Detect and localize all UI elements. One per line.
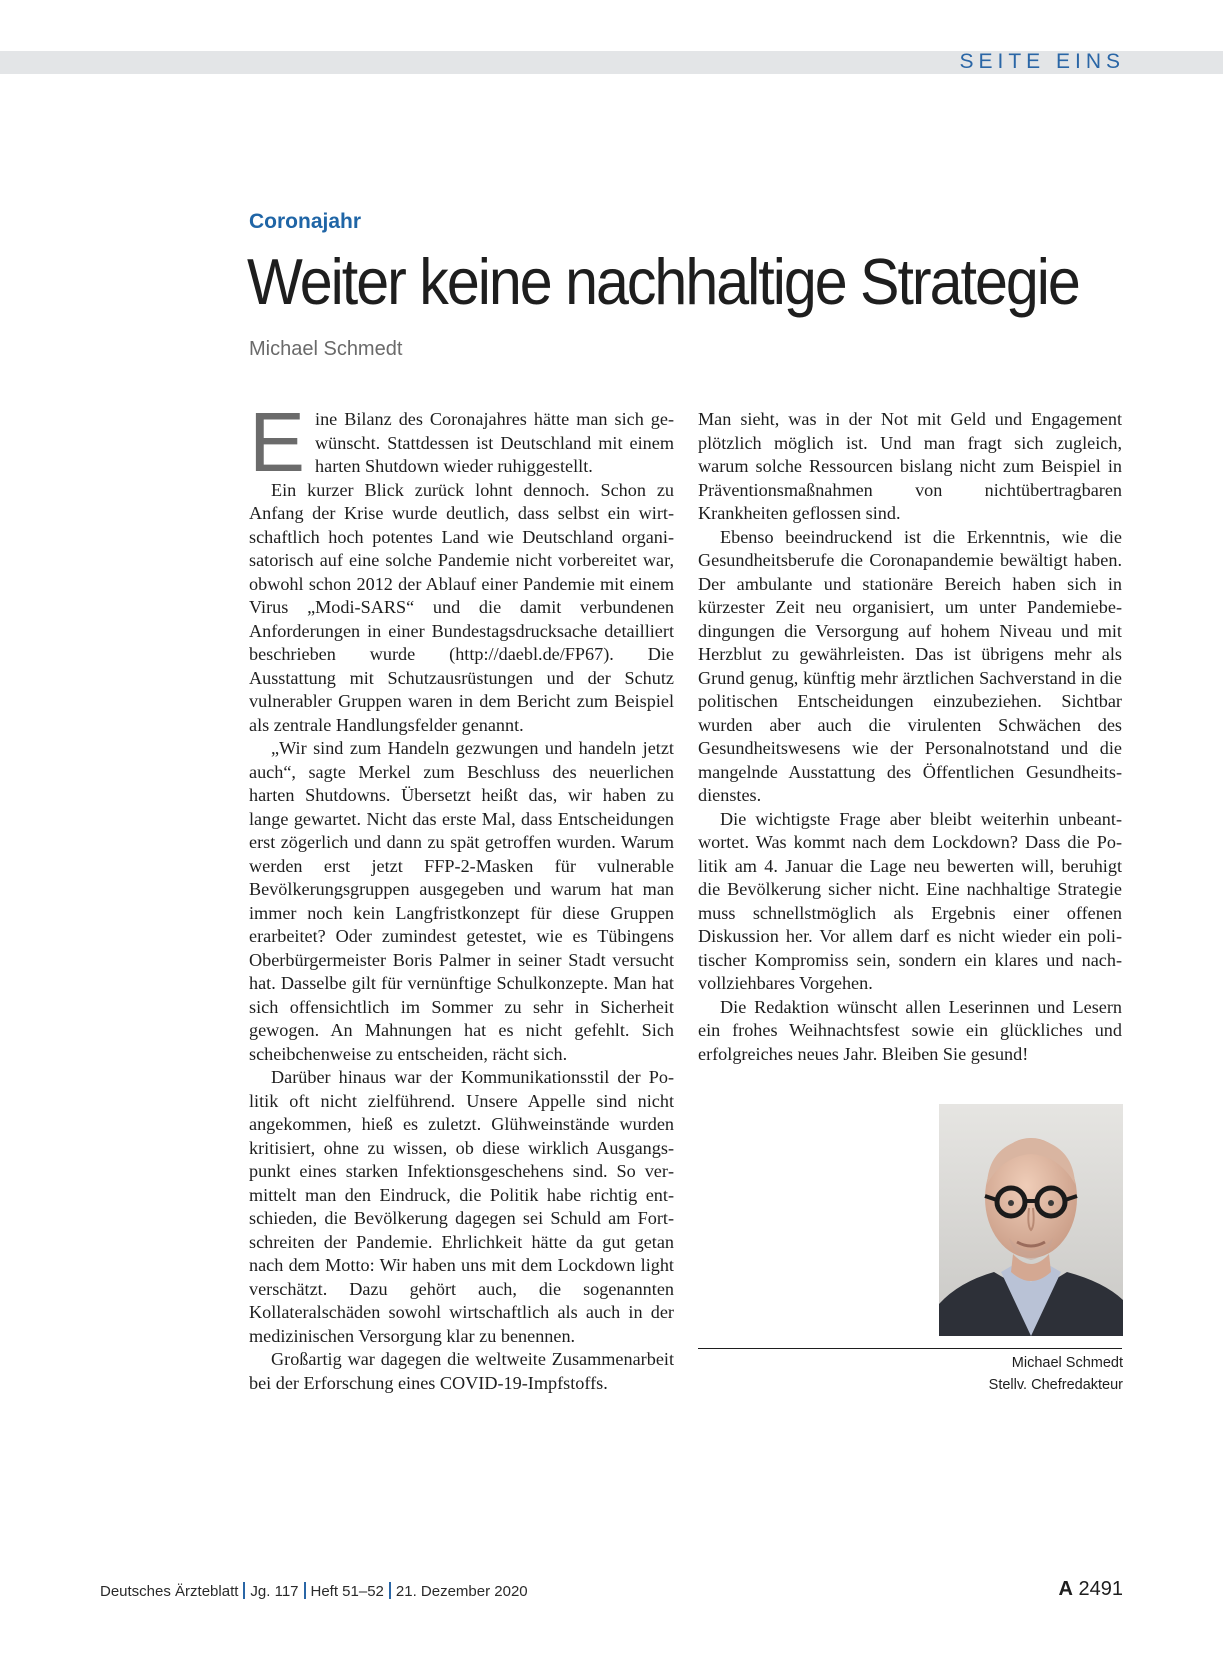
footer-journal: Deutsches Ärzteblatt [100,1583,239,1600]
footer-issue: Heft 51–52 [310,1583,384,1600]
footer-date: 21. Dezember 2020 [395,1583,528,1600]
page-number-value: 2491 [1078,1578,1123,1600]
paragraph-text: ine Bilanz des Coronajahres hätte man sich gewünscht. Stattdessen ist Deutschland mit einem harten Shutdown wieder ruhiggestellt. [315,409,674,476]
article-author: Michael Schmedt [249,338,403,360]
article-title: Weiter keine nachhaltige Strategie [247,245,1079,318]
portrait-role: Stellv. Chefredakteur [988,1377,1123,1393]
author-portrait [939,1104,1123,1336]
article-paragraph: Großartig war dagegen die weltweite Zusammenarbeit bei der Erforschung eines COVID-19-Impfstoffs. [249,1349,674,1393]
article-column-left [249,395,674,1395]
article-paragraph: Die Redaktion wünscht allen Leserinnen und Lesern ein frohes Weihnachtsfest sowie ein glückliches und erfolgreiches neues Jahr. Bleiben Sie gesund! [698,996,1122,1064]
footer-separator [304,1582,306,1599]
footer-separator [389,1582,391,1599]
footer-citation [100,1582,528,1600]
portrait-name: Michael Schmedt [1011,1355,1123,1371]
portrait-caption [989,1352,1123,1396]
footer-volume: Jg. 117 [250,1583,299,1600]
section-label: SEITE EINS [959,50,1125,73]
article-paragraph: Man sieht, was in der Not mit Geld und Engagement plötzlich möglich ist. Und man fragt sich zugleich, warum solche Ressourcen bislang nicht zum Beispiel in Präventionsmaßnahmen von nichtübertragbaren Krankheiten geflossen sind. [698,409,1122,523]
article-kicker: Coronajahr [249,210,362,233]
page-prefix: A [1058,1578,1073,1600]
page-number [1058,1578,1123,1601]
article-paragraph: Die wichtigste Frage aber bleibt weiterhin unbeantwortet. Was kommt nach dem Lockdown? Dass die Politik am 4. Januar die Lage neu bewerten will, beruhigt die Bevölkerung sicher nicht. Eine nachhaltige Strategie muss schnellstmöglich als Ergebnis einer offenen Diskussion her. Vor allem darf es nicht wieder ein politischer Kompromiss sein, sondern ein klares und nachvollziehbares Vorgehen. [698,808,1122,993]
article-paragraph: Ein kurzer Blick zurück lohnt dennoch. Schon zu Anfang der Krise wurde deutlich, dass selbst ein wirtschaftlich hoch potentes Land wie Deutschland organisatorisch auf eine solche Pandemie nicht vorbereitet war, obwohl schon 2012 der Ablauf einer Pandemie mit einem Virus „Modi-SARS“ und die damit verbundenen Anforderungen in einer Bundestagsdrucksache detailliert beschrieben wurde (http://daebl.de/FP67). Die Ausstattung mit Schutzausrüstungen und der Schutz vulnerabler Gruppen waren in dem Bericht zum Beispiel als zentrale Handlungsfelder genannt. [249,479,674,735]
article-paragraph: Ebenso beeindruckend ist die Erkenntnis, wie die Gesundheitsberufe die Coronapandemie bewältigt haben. Der ambulante und stationäre Bereich haben sich in kürzester Zeit neu organisiert, um unter Pandemiebedingungen die Versorgung auf hohem Niveau und mit Herzblut zu gewährleisten. Das ist übrigens mehr als Grund genug, künftig mehr ärztlichen Sachverstand in die politischen Entscheidungen einzubeziehen. Sichtbar wurden aber auch die virulenten Schwächen des Gesundheitswesens wie der Personalnotstand und die mangelnde Ausstattung des Öffentlichen Gesundheitsdienstes. [698,526,1122,805]
drop-cap: E [249,395,306,489]
article-paragraph: Darüber hinaus war der Kommunikationsstil der Politik oft nicht zielführend. Unsere Appelle sind nicht angekommen, hieß es zuletzt. Glühweinstände wurden kritisiert, ohne zu wissen, ob diese wirklich Ausgangspunkt eines starken Infektionsgeschehens sind. So vermittelt man den Eindruck, die Politik habe richtig entschieden, die Bevölkerung dagegen sei Schuld am Fortschreiten der Pandemie. Ehrlichkeit hätte da gut getan nach dem Motto: Wir haben uns mit dem Lockdown light verschätzt. Dazu gehört auch, die sogenannten Kollateralschäden sowohl wirtschaftlich als auch in der medizinischen Versorgung klar zu benennen. [249,1067,674,1346]
footer-separator [243,1582,245,1599]
article-paragraph [249,395,674,489]
caption-divider [698,1348,1122,1349]
article-column-right [698,408,1122,1066]
article-paragraph: „Wir sind zum Handeln gezwungen und handeln jetzt auch“, sagte Merkel zum Beschluss des neuerlichen harten Shutdowns. Übersetzt heißt das, wir haben zu lange gewartet. Nicht das erste Mal, dass Entscheidungen erst zögerlich und dann zu spät getroffen wurden. Warum werden erst jetzt FFP-2-Masken für vulnerable Bevölkerungsgruppen ausgegeben und warum hat man immer noch kein Langfristkonzept für diese Gruppen erarbeitet? Oder zumindest getestet, wie es Tübingens Oberbürgermeister Boris Palmer in seiner Stadt versucht hat. Dasselbe gilt für vernünftige Schulkonzepte. Man hat sich offensichtlich im Sommer zu sehr in Sicherheit gewogen. An Mahnungen hat es nicht gefehlt. Sich scheibchenweise zu entscheiden, rächt sich. [249,738,674,1064]
portrait-illustration [939,1104,1123,1336]
